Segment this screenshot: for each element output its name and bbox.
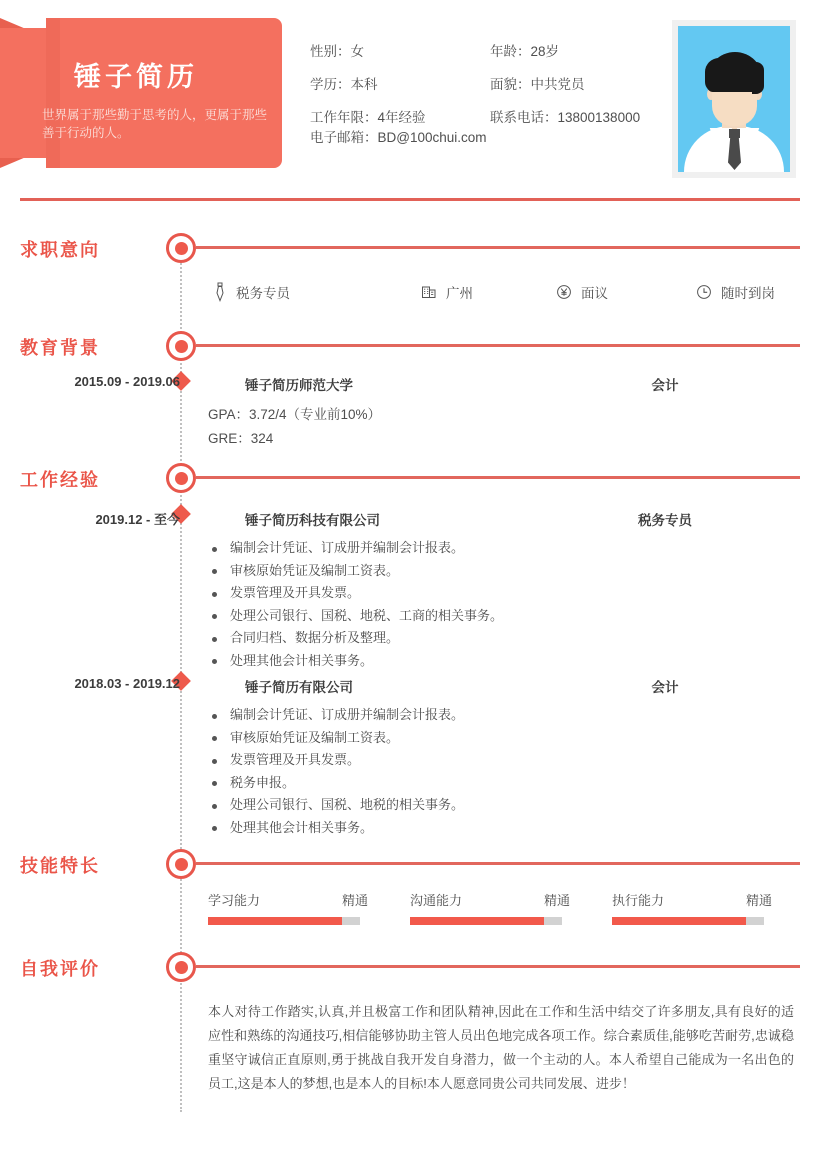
personal-info-grid xyxy=(310,40,650,139)
timeline-marker-self-evaluation xyxy=(166,952,196,982)
list-item: 发票管理及开具发票。 xyxy=(208,749,464,772)
intent-city-label: 广州 xyxy=(446,286,473,301)
intent-city xyxy=(421,282,473,302)
info-phone: 联系电话：13800138000 xyxy=(490,110,641,125)
section-rule-job-intention xyxy=(196,246,800,249)
timeline-marker-job-intention xyxy=(166,233,196,263)
section-title-self-evaluation: 自我评价 xyxy=(20,959,100,979)
ribbon-crease xyxy=(46,18,60,168)
skill-level: 精通 xyxy=(745,893,772,908)
skill-level: 精通 xyxy=(341,893,368,908)
education-gpa: GPA：3.72/4（专业前10%） xyxy=(208,407,382,422)
section-rule-self-evaluation xyxy=(196,965,800,968)
resume-header xyxy=(0,0,820,200)
education-school: 锤子简历师范大学 xyxy=(245,378,353,393)
skill-progress-fill xyxy=(612,917,746,925)
work-role-2: 会计 xyxy=(651,680,679,695)
skill-progress-track xyxy=(410,917,562,925)
work-company-1: 锤子简历科技有限公司 xyxy=(245,513,380,528)
section-title-work: 工作经验 xyxy=(20,470,100,490)
list-item: 处理公司银行、国税、地税、工商的相关事务。 xyxy=(208,605,503,628)
resume-title: 锤子简历 xyxy=(74,62,198,92)
section-rule-skills xyxy=(196,862,800,865)
info-age: 年龄：28岁 xyxy=(490,44,560,59)
work-date-2: 2018.03 - 2019.12 xyxy=(74,676,180,691)
title-ribbon xyxy=(0,18,290,168)
intent-salary-label: 面议 xyxy=(581,286,608,301)
info-row xyxy=(310,73,650,106)
building-icon xyxy=(421,284,437,300)
skill-item xyxy=(612,890,772,910)
skill-progress-fill xyxy=(410,917,544,925)
education-date: 2015.09 - 2019.06 xyxy=(74,374,180,389)
skill-name: 执行能力 xyxy=(612,893,665,908)
skill-header xyxy=(410,890,570,910)
intent-salary xyxy=(556,282,608,302)
self-evaluation-text: 本人对待工作踏实,认真,并且极富工作和团队精神,因此在工作和生活中结交了许多朋友,具有良好的适应性和熟练的沟通技巧,相信能够协助主管人员出色地完成各项工作。综合素质佳,能够吃苦耐劳,忠诚稳重坚守诚信正直原则,勇于挑战自我开发自身潜力，做一个主动的人。本人希望自己能成为一名出色的员工,这是本人的梦想,也是本人的目标!本人愿意同贵公司共同发展、进步！ xyxy=(208,1004,794,1091)
intent-position xyxy=(213,282,290,302)
education-gre: GRE：324 xyxy=(208,431,274,446)
intent-availability-label: 随时到岗 xyxy=(721,286,775,301)
clock-icon xyxy=(696,284,712,300)
list-item: 编制会计凭证、订成册并编制会计报表。 xyxy=(208,537,503,560)
work-date-1: 2019.12 - 至今 xyxy=(95,512,180,527)
skill-name: 学习能力 xyxy=(208,893,261,908)
info-education: 学历：本科 xyxy=(310,77,378,92)
list-item: 处理公司银行、国税、地税的相关事务。 xyxy=(208,794,464,817)
avatar xyxy=(672,20,796,178)
list-item: 审核原始凭证及编制工资表。 xyxy=(208,727,464,750)
skill-progress-fill xyxy=(208,917,342,925)
skill-header xyxy=(208,890,368,910)
section-title-education: 教育背景 xyxy=(20,338,100,358)
skill-item xyxy=(410,890,570,910)
skill-item xyxy=(208,890,368,910)
section-title-skills: 技能特长 xyxy=(20,856,100,876)
avatar-hair-sweep xyxy=(705,58,727,92)
work-role-1: 税务专员 xyxy=(638,513,692,528)
header-divider xyxy=(20,198,800,201)
intent-availability xyxy=(696,282,775,302)
info-work-years: 工作年限：4年经验 xyxy=(310,110,426,125)
ribbon-main-panel xyxy=(52,18,282,168)
work-bullets-2 xyxy=(208,704,464,839)
list-item: 合同归档、数据分析及整理。 xyxy=(208,627,503,650)
list-item: 编制会计凭证、订成册并编制会计报表。 xyxy=(208,704,464,727)
skill-name: 沟通能力 xyxy=(410,893,463,908)
list-item: 处理其他会计相关事务。 xyxy=(208,817,464,840)
info-gender: 性别：女 xyxy=(310,44,364,59)
education-major: 会计 xyxy=(651,378,679,393)
list-item: 发票管理及开具发票。 xyxy=(208,582,503,605)
skill-level: 精通 xyxy=(543,893,570,908)
list-item: 处理其他会计相关事务。 xyxy=(208,650,503,673)
avatar-tie-knot xyxy=(729,129,740,138)
avatar-photo xyxy=(678,26,790,172)
timeline-marker-education xyxy=(166,331,196,361)
section-rule-education xyxy=(196,344,800,347)
skill-header xyxy=(612,890,772,910)
intent-position-label: 税务专员 xyxy=(236,286,290,301)
list-item: 审核原始凭证及编制工资表。 xyxy=(208,560,503,583)
yen-icon xyxy=(556,284,572,300)
section-title-job-intention: 求职意向 xyxy=(20,240,100,260)
info-row xyxy=(310,40,650,73)
info-email: 电子邮箱：BD@100chui.com xyxy=(310,130,487,145)
resume-slogan: 世界属于那些勤于思考的人，更属于那些善于行动的人。 xyxy=(42,108,268,140)
job-intention-items xyxy=(208,282,808,310)
section-rule-work xyxy=(196,476,800,479)
info-political-status: 面貌：中共党员 xyxy=(490,77,585,92)
work-bullets-1 xyxy=(208,537,503,672)
avatar-hair-side xyxy=(752,62,764,94)
list-item: 税务申报。 xyxy=(208,772,464,795)
tie-icon xyxy=(213,282,227,302)
skill-progress-track xyxy=(612,917,764,925)
skill-progress-track xyxy=(208,917,360,925)
timeline-marker-skills xyxy=(166,849,196,879)
work-company-2: 锤子简历有限公司 xyxy=(245,680,353,695)
timeline-marker-work xyxy=(166,463,196,493)
